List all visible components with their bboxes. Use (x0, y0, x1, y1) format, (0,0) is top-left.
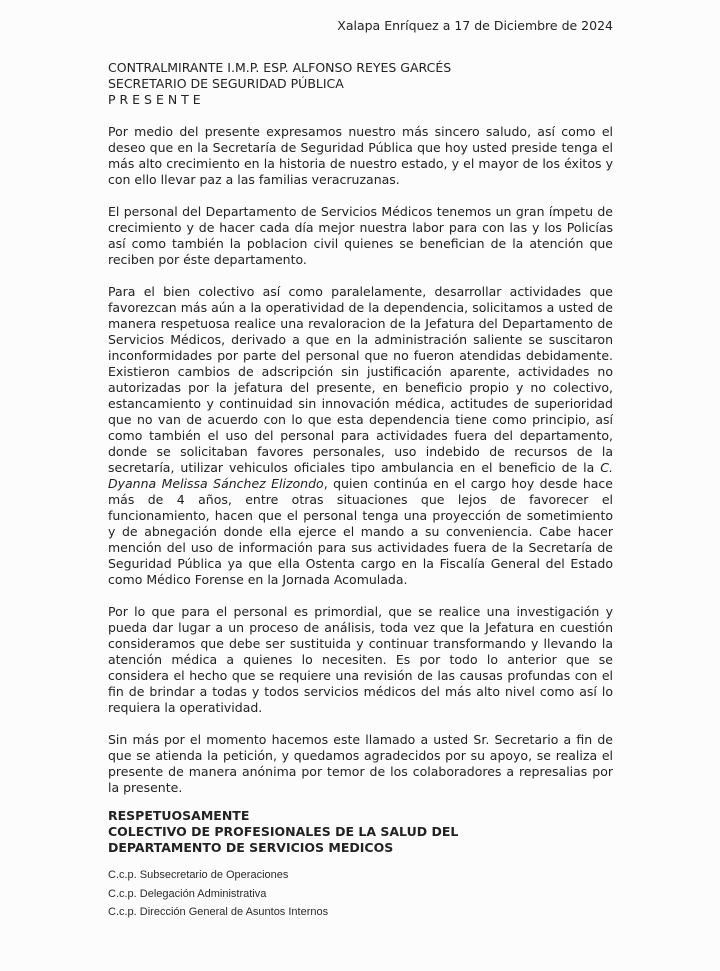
paragraph-greeting: Por medio del presente expresamos nuestro más sincero saludo, así como el deseo que en la Secretaría de Seguridad Pública que hoy usted preside tenga el más alto crecimiento en la historia de nuestro estado, y el mayor de los éxitos y con ello llevar paz a las familias veracruzanas. (108, 124, 613, 187)
recipient-title: SECRETARIO DE SEGURIDAD PÚBLICA (108, 76, 344, 91)
paragraph-request: Por lo que para el personal es primordial, que se realice una investigación y pueda dar lugar a un proceso de análisis, toda vez que la Jefatura en cuestión consideramos que debe ser sustituida y continuar transformando y llevando la atención médica a quienes lo necesiten. Es por todo lo anterior que se considera el hecho que se requiere una revisión de las causas profundas con el fin de brindar a todas y todos servicios médicos del más alto nivel como así lo requiera la operatividad. (108, 604, 613, 715)
recipient-block (108, 60, 613, 108)
paragraph-farewell: Sin más por el momento hacemos este llamado a usted Sr. Secretario a fin de que se atienda la petición, y quedamos agradecidos por su apoyo, se realiza el presente de manera anónima por temor de los colaboradores a represalias por la presente. (108, 732, 613, 795)
recipient-salutation: P R E S E N T E (108, 92, 201, 107)
closing-collective-line1: COLECTIVO DE PROFESIONALES DE LA SALUD DEL (108, 824, 459, 839)
closing-respectfully: RESPETUOSAMENTE (108, 808, 250, 823)
ccp-line-administrative: C.c.p. Delegación Administrativa (108, 887, 267, 900)
paragraph-complaint-emphasized-name: C. Dyanna Melissa Sánchez Elizondo (108, 460, 613, 491)
paragraph-complaint (108, 284, 613, 588)
ccp-line-internal-affairs: C.c.p. Dirección General de Asuntos Internos (108, 906, 329, 918)
paragraph-department: El personal del Departamento de Servicios Médicos tenemos un gran ímpetu de crecimiento y de hacer cada día mejor nuestra labor para con las y los Policías así como también la poblacion civil quienes se benefician de la atención que reciben por éste departamento. (108, 204, 613, 267)
paragraph-complaint-part2: , quien continúa en el cargo hoy desde hace más de 4 años, entre otras situaciones que lejos de favorecer el funcionamiento, hacen que el personal tenga una proyección de sometimiento y de abnegación donde ella ejerce el mando a su conveniencia. Cabe hacer mención del uso de información para sus actividades fuera de la Secretaría de Seguridad Pública ya que ella Ostenta cargo en la Fiscalía General del Estado como Médico Forense en la Jornada Acomulada. (108, 476, 613, 587)
date-line: Xalapa Enríquez a 17 de Diciembre de 2024 (337, 18, 613, 33)
ccp-line-operations: C.c.p. Subsecretario de Operaciones (108, 869, 289, 881)
paragraph-complaint-part1: Para el bien colectivo así como paralelamente, desarrollar actividades que favorezcan más aún a la operatividad de la dependencia, solicitamos a usted de manera respetuosa realice una revaloracion de la Jefatura del Departamento de Servicios Médicos, derivado a que en la administración saliente se suscitaron inconformidades por parte del personal que no fueron atendidas debidamente. Existieron cambios de adscripción sin justificación aparente, actividades no autorizadas por la jefatura del presente, en beneficio propio y no colectivo, estancamiento y continuidad sin innovación médica, actitudes de superioridad que no van de acuerdo con lo que esta dependencia tiene como principio, así como también el uso del personal para actividades fuera del departamento, donde se solicitaban favores personales, uso indebido de recursos de la secretaría, utilizar vehiculos oficiales tipo ambulancia en el beneficio de la (108, 284, 613, 475)
recipient-name: CONTRALMIRANTE I.M.P. ESP. ALFONSO REYES GARCÉS (108, 60, 452, 75)
ccp-block (108, 866, 613, 922)
closing-collective-line2: DEPARTAMENTO DE SERVICIOS MEDICOS (108, 840, 394, 855)
closing-block (108, 808, 613, 856)
